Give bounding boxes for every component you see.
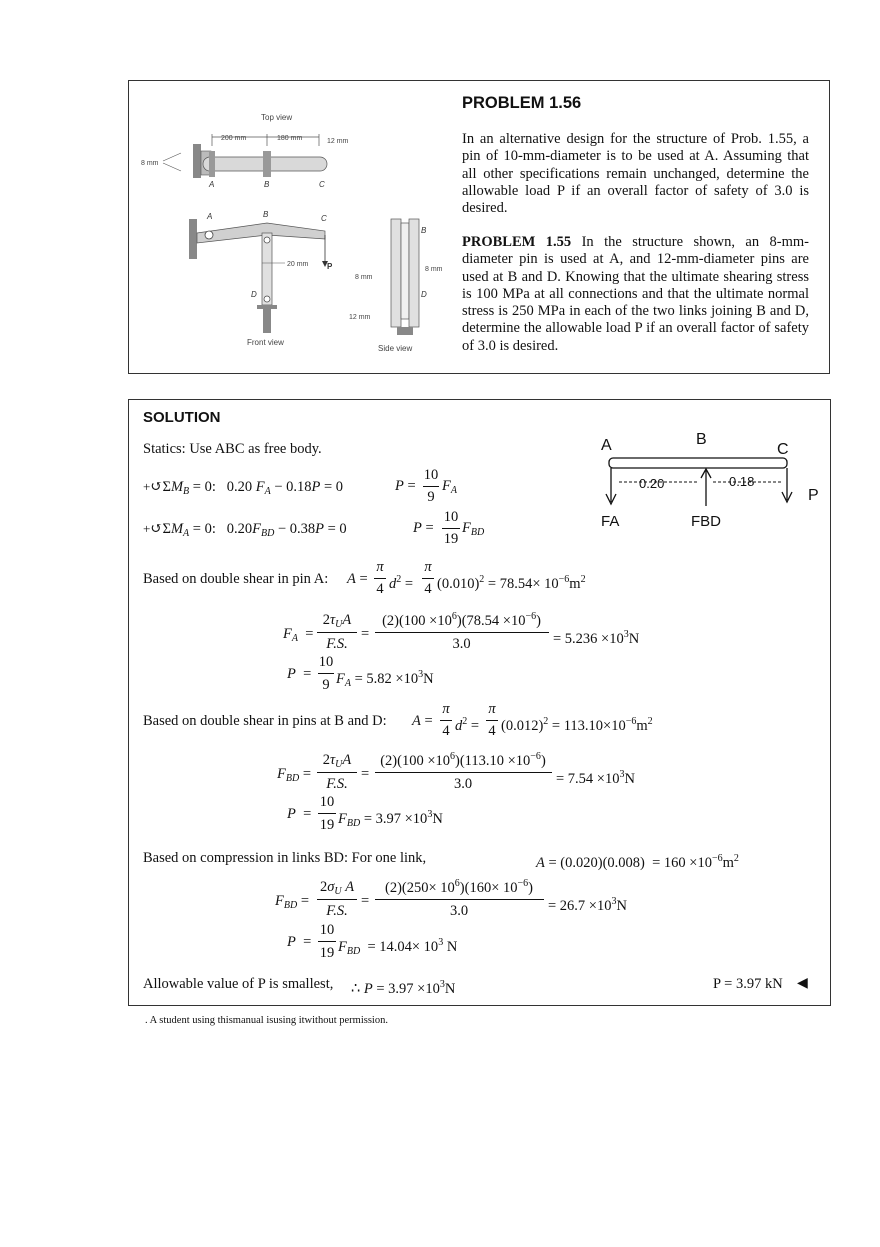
front-label-c: C: [321, 214, 327, 223]
front-label-p: P: [327, 262, 333, 271]
frac-den-19b: 19: [319, 817, 335, 833]
fs-value-c: 3.0: [449, 903, 469, 919]
frac-den-4b: 4: [424, 581, 432, 597]
fbd-dim-018: 0.18: [729, 474, 755, 489]
problem-title: PROBLEM 1.56: [462, 94, 582, 112]
moment-a-equation: $+↺\Sigma M_A = 0$: $0.20F_{BD} - 0.38P = 0$: [143, 521, 347, 539]
frac-den-4d: 4: [488, 723, 496, 739]
fbd-label-fbd: FBD: [691, 513, 721, 530]
fbd-label-p: P: [808, 487, 819, 504]
front-label-d: D: [251, 290, 257, 299]
frac-den-9a: 9: [427, 489, 435, 505]
allowable-text: Allowable value of P is smallest,: [143, 976, 334, 992]
fbd-label-fa: FA: [601, 513, 620, 530]
side-label-d: D: [421, 290, 427, 299]
p-result-bd-shear: $F_{BD} = 3.97 \times 10^3N$: [338, 809, 443, 829]
frac-num-10e: 10: [319, 922, 335, 938]
shear-bd-text: Based on double shear in pins at B and D:: [143, 713, 387, 729]
problem-box: [128, 80, 830, 374]
dim-8-side-left-label: 8 mm: [355, 274, 373, 281]
p-result-compression: $F_{BD} = 14.04\times 10^3$ N: [338, 937, 458, 957]
top-label-c: C: [319, 180, 325, 189]
dim-180-label: 180 mm: [277, 135, 303, 142]
solution-box: SOLUTION Statics: Use ABC as free body. A B C 0.20 0.18 P FA FBD $+↺\Sigma M_B = 0$: 0.20 $F_A - 0.18P = 0$ P = 10 9 $F_A$ $+↺\Sigma M_A = 0$: $0.20F_{BD} - 0.38P = 0$ P = 10 19 $F_{BD}$ Based on double shear in pin A: A = π 4 $d^2$ = π 4 $(0.010)^2 = 78.54\times 10^{-6}m^2$ $F_A$ = $2\tau_UA$ F.S. = $(2)(100 \times 10^6)(78.54 \times 10^{-6})$ 3.0 = $5.236 \times 10^3N$ P = 10 9 $F_A = 5.82 \times 10^3N$ Based on double shear in pins at B and D: A = π 4 $d^2$ = π 4 $(0.012)^2 = 113.10\times 10^{-6}m^2$ $F_{BD}$ = $2\tau_UA$ F.S. = $(2)(100 \times 10^6)(113.10 \times 10^{-6})$ 3.0 = $7.54 \times 10^3N$ P = 10 19 $F_{BD} = 3.97 \times 10^3N$ Based on compression in links BD: For one link, $A = (0.020)(0.008) = 160 \times 10^{-6}m^2$ $F_{BD}$ = $2\sigma_U$ A F.S. = $(2)(250\times 10^6)(160\times 10^{-6})$ 3.0 = $26.7 \times 10^3N$ P = 10 19 $F_{BD} = 14.04\times 10^3$ N Allowable value of P is smallest, ∴ $P = 3.97 \times 10^3N$ P = 3.97 kN ◀: [128, 399, 831, 1006]
area-link-result: $A = (0.020)(0.008) = 160 \times 10^{-6}m^2$: [536, 853, 739, 871]
area-a-result: $(0.010)^2 = 78.54\times 10^{-6}m^2$: [437, 574, 586, 592]
dim-12-side-label: 12 mm: [349, 314, 371, 321]
fbd-label-a: A: [601, 437, 612, 454]
statics-text: Statics: Use ABC as free body.: [143, 441, 322, 457]
fs-value-b: 3.0: [453, 776, 473, 792]
top-label-a: A: [209, 180, 215, 189]
top-label-b: B: [264, 180, 270, 189]
dim-20-label: 20 mm: [287, 261, 309, 268]
reference-problem: [462, 234, 809, 355]
footer-note: . A student using thismanual isusing itwithout permission.: [145, 1015, 388, 1026]
front-view-label: Front view: [247, 338, 284, 347]
answer-marker-icon: ◀: [797, 976, 808, 991]
area-bd-result: $(0.012)^2 = 113.10\times 10^{-6}m^2$: [501, 716, 653, 734]
reference-problem-title: PROBLEM 1.55: [462, 234, 572, 250]
fbd-compression-result: = $26.7 \times 10^3N$: [548, 896, 627, 914]
solution-title: SOLUTION: [143, 409, 221, 426]
moment-b-equation: $+↺\Sigma M_B = 0$: 0.20 $F_A - 0.18P = 0$: [143, 479, 344, 497]
dim-200-label: 200 mm: [221, 135, 247, 142]
allowable-result: ∴ $P = 3.97 \times 10^3N$: [351, 979, 456, 997]
frac-num-10d: 10: [319, 794, 335, 810]
side-label-b: B: [421, 226, 427, 235]
fa-result: = $5.236 \times 10^3N$: [553, 629, 640, 647]
top-view-label: Top view: [261, 113, 293, 122]
shear-a-text: Based on double shear in pin A:: [143, 571, 329, 587]
front-label-b: B: [263, 210, 269, 219]
free-body-diagram: [589, 428, 829, 538]
p-result-a: $F_A = 5.82 \times 10^3N$: [336, 669, 434, 689]
fbd-dim-020: 0.20: [639, 476, 665, 491]
front-label-a: A: [207, 212, 213, 221]
dim-8-side-right-label: 8 mm: [425, 266, 443, 273]
frac-num-10a: 10: [423, 467, 439, 483]
frac-den-9b: 9: [322, 677, 330, 693]
dim-12-top-label: 12 mm: [327, 138, 349, 145]
side-view-label: Side view: [378, 344, 413, 353]
fbd-label-c: C: [777, 441, 789, 458]
frac-den-19a: 19: [443, 531, 459, 547]
problem-statement: In an alternative design for the structure of Prob. 1.55, a pin of 10-mm-diameter is to be used at A. Assuming that all other specifications remain unchanged, determine the allowable load P if an overall factor of safety of 3.0 is desired.: [462, 131, 809, 217]
frac-num-10c: 10: [318, 654, 334, 670]
frac-den-19c: 19: [319, 945, 335, 961]
frac-num-10b: 10: [443, 509, 459, 525]
frac-den-4c: 4: [442, 723, 450, 739]
compression-text: Based on compression in links BD: For one link,: [143, 850, 427, 866]
final-answer: P = 3.97 kN: [713, 976, 783, 992]
reference-problem-statement: In the structure shown, an 8-mm-diameter pin is used at A, and 12-mm-diameter pins are used at B and D. Knowing that the ultimate shearing stress is 100 MPa at all connections and that the ultimate normal stress is 250 MPa in each of the two links joining B and D, determine the allowable load P if an overall factor of safety of 3.0 is desired.: [462, 234, 809, 354]
dim-8-top-label: 8 mm: [141, 160, 159, 167]
fbd-shear-result: = $7.54 \times 10^3N$: [556, 769, 635, 787]
fbd-label-b: B: [696, 431, 707, 448]
frac-den-4a: 4: [376, 581, 384, 597]
fs-value-a: 3.0: [452, 636, 471, 652]
problem-figure: [129, 101, 449, 371]
